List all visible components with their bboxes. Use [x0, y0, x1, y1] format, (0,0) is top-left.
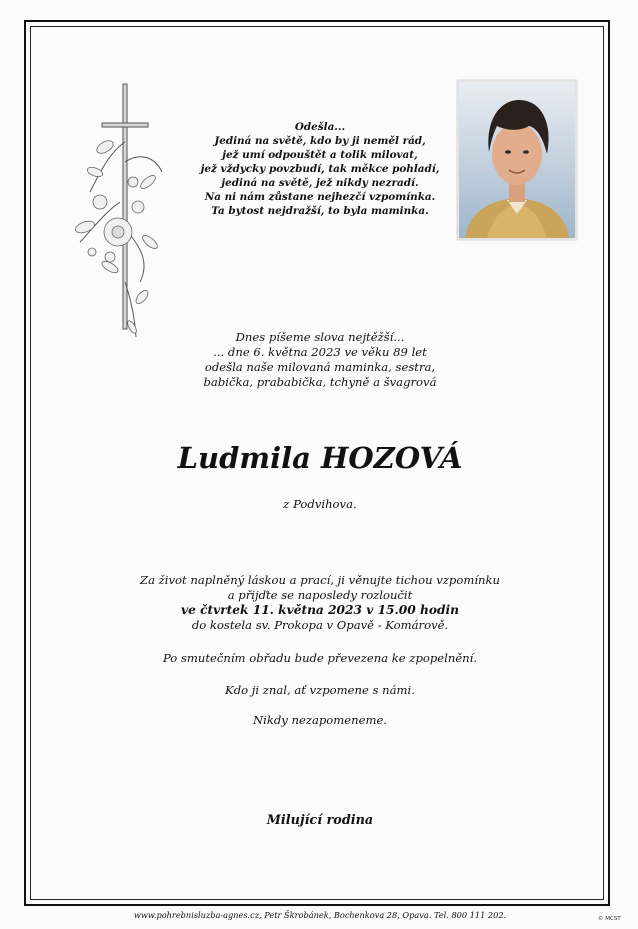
portrait-photo: [457, 80, 577, 240]
portrait-image: [459, 82, 575, 238]
poem-line: jež umí odpouštět a tolik milovat,: [222, 149, 418, 161]
intro-line: Dnes píšeme slova nejtěžší...: [235, 330, 405, 344]
intro-line: odešla naše milovaná maminka, sestra,: [204, 360, 436, 374]
poem-line: jediná na světě, jež nikdy nezradí.: [221, 177, 419, 189]
poem: [180, 120, 460, 218]
footer-contact: www.pohrebnisluzba-agnes.cz, Petr Škrobánek, Bochenkova 28, Opava. Tel. 800 111 202.: [133, 910, 507, 920]
cremation-note: Po smutečním obřadu bude převezena ke zpopelnění.: [162, 651, 478, 665]
intro-line: ... dne 6. května 2023 ve věku 89 let: [213, 345, 427, 359]
remember-note: Kdo ji znal, ať vzpomene s námi.: [225, 683, 415, 697]
cross-with-flowers-icon: [70, 82, 170, 342]
poem-line: Jediná na světě, kdo by ji neměl rád,: [214, 135, 426, 147]
service-datetime: ve čtvrtek 11. května 2023 v 15.00 hodin: [181, 603, 459, 617]
poem-line: Ta bytost nejdražší, to byla maminka.: [211, 205, 429, 217]
service-line: a přijďte se naposledy rozloučit: [227, 588, 413, 602]
announcement-intro: [160, 330, 480, 390]
poem-line: Na ni nám zůstane nejhezčí vzpomínka.: [204, 191, 436, 203]
poem-line: Odešla...: [294, 121, 346, 133]
poem-line: jež vždycky povzbudí, tak měkce pohladí,: [200, 163, 440, 175]
signature: Milující rodina: [266, 813, 374, 828]
copyright-mark: © MCST: [598, 916, 621, 922]
never-forget-note: Nikdy nezapomeneme.: [252, 713, 387, 727]
service-line: Za život naplněný láskou a prací, ji věnujte tichou vzpomínku: [140, 573, 500, 587]
deceased-origin: z Podvihova.: [283, 497, 357, 511]
service-details: [120, 573, 520, 633]
deceased-name: Ludmila HOZOVÁ: [177, 441, 463, 475]
intro-line: babička, prababička, tchyně a švagrová: [203, 375, 437, 389]
service-place: do kostela sv. Prokopa v Opavě - Komárově.: [191, 618, 449, 632]
